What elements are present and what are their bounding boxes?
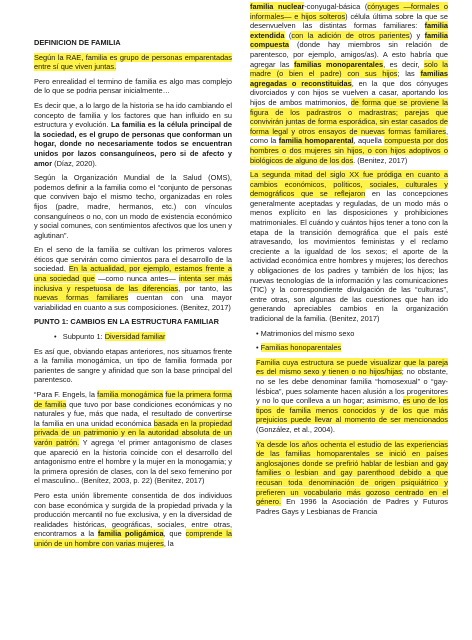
highlight-same-sex-couple: Familia cuya estructura se puede visualizar que la pareja es del mismo sexo y tienen o no hijos/hijas bbox=[256, 357, 448, 377]
subpoint-label: Subpunto 1: bbox=[62, 332, 105, 342]
highlight-private-property: basada en la propiedad privada de un patrimonio y en la autoridad absoluta de un varón patrón. bbox=[34, 418, 232, 447]
bullet-honoparental bbox=[250, 343, 448, 353]
bullet-icon: • bbox=[256, 343, 259, 353]
paragraph-family-types bbox=[250, 2, 448, 165]
bullet-icon: • bbox=[54, 332, 57, 342]
highlight-polygamic-family: familia poligámica bbox=[97, 529, 164, 539]
text-polygamic-a: Pero esta unión libremente consentida de dos individuos con base económica y surgida de la propiedad privada y la producción mercantil no fue exclusiva, y en la diversidad de realidades históricas, geográficas, sociales, entre otras, encontramos a la bbox=[34, 490, 232, 539]
highlight-honoparental: Familias honoparentales bbox=[260, 343, 342, 353]
left-column bbox=[34, 38, 232, 554]
text-values-b: —como nunca antes— bbox=[94, 274, 180, 284]
text-structure-a: ; no obstante, no se les debe denominar familia “homosexual” o “gay-lésbica”, pues solamente hacen alusión a los progenitores y no lo que conlleva a un hogar; asimismo, bbox=[256, 367, 448, 406]
paragraph-history bbox=[34, 101, 232, 168]
text-types-k: . (Benitez, 2017) bbox=[353, 155, 408, 165]
paragraph-eighties bbox=[250, 440, 448, 517]
paragraph-twentieth-century bbox=[250, 170, 448, 324]
highlight-union-man-women: comprende la unión de un hombre con varias mujeres bbox=[34, 529, 232, 548]
text-types-f: , es decir, bbox=[383, 59, 425, 69]
highlight-other-relatives: con la adición de otros parientes bbox=[291, 30, 410, 40]
point-heading: PUNTO 1: CAMBIOS EN LA ESTRUCTURA FAMILIAR bbox=[34, 317, 219, 327]
highlight-new-forms: nuevas formas familiares bbox=[34, 293, 129, 303]
text-values-a: En el seno de la familia se cultivan los primeros valores éticos que servirán como cimientos para el desarrollo de la sociedad. bbox=[34, 245, 232, 274]
highlight-monogamic-family: familia monogámica bbox=[97, 390, 164, 399]
text-types-h: , en la que dos cónyuges divorciados y con hijos se vuelven a casar, aportando los hijos de ambos matrimonios, bbox=[250, 78, 449, 107]
highlight-family-diversity: Diversidad familiar bbox=[104, 332, 166, 342]
highlight-spouses: cónyuges —formales o informales— e hijos solteros bbox=[250, 2, 448, 21]
paragraph-rae-definition bbox=[34, 53, 232, 72]
bullet-label-same-sex: Matrimonios del mismo sexo bbox=[260, 328, 355, 338]
text-values-c: , por tanto, las bbox=[178, 283, 232, 293]
bullet-same-sex bbox=[250, 329, 448, 339]
paragraph-engels bbox=[34, 390, 232, 486]
highlight-rae-definition: Según la RAE, familia es grupo de personas emparentadas entre sí que viven juntas. bbox=[34, 52, 232, 72]
highlight-homoparental: familia homoparental bbox=[278, 136, 354, 146]
paragraph-same-sex-structure bbox=[250, 358, 448, 435]
highlight-single-parent: familias monoparentales bbox=[293, 59, 384, 69]
highlight-composite-family: familia compuesta bbox=[250, 30, 448, 50]
paragraph-values bbox=[34, 245, 232, 312]
paragraph-oms: Según la Organización Mundial de la Salud (OMS), podemos definir a la familia como el “conjunto de personas que conviven bajo el mismo techo, organizadas en roles fijos (padre, madre, hermanos, etc.) con vínculos consanguíneos o no, con un modo de existencia económico y social comunes, con sentimientos afectivos que los unen y aglutinan”. bbox=[34, 173, 232, 240]
text-types-c: ( bbox=[284, 30, 292, 40]
text-engels-a: “Para F. Engels, la bbox=[34, 390, 98, 399]
text-types-b: ) célula última sobre la que se desenvuelven las distintas formas familiares: bbox=[250, 11, 448, 31]
text-century-a: en las concepciones generalmente aceptadas y reguladas, de un modo más o menos explícito en las disposiciones y prohibiciones matrimoniales. El cuándo y cuántos hijos tener a tono con la etapa de la transición demográfica que el país esté atravesando, los movimientos feministas y el reclamo creciente a la igualdad de los sexos; el aporte de la actividad económica entre hombres y mujeres; los derechos y obligaciones de los padres y también de los hijos; las nuevas tecnologías de la información y las comunicaciones (TIC) y la correspondiente divulgación de las “culturas”, entre otras, son algunas de las cuestiones que han ido generando apreciables cambios en la organización tradicional de la familia. (Benitez, 2017) bbox=[250, 189, 448, 323]
highlight-blended-families: familias agregadas o reconstituidas bbox=[250, 69, 448, 88]
paragraph-monogamic: Es así que, obviando etapas anteriores, nos situamos frente a la familia monogámica, un tipo de familia formada por parientes de sangre y afinidad que son la base principal del parentesco. bbox=[34, 346, 232, 385]
highlight-extended-family: familia extendida bbox=[250, 21, 448, 40]
paragraph-polygamic bbox=[34, 491, 232, 549]
highlight-nuclear-family: familia nuclear bbox=[250, 2, 305, 11]
bullet-icon: • bbox=[256, 328, 259, 338]
text-eighties-a: En 1996 la Asociación de Padres y Futuros Padres Gays y Lesbianas de Francia bbox=[256, 497, 448, 516]
text-types-j: , aquella bbox=[353, 136, 385, 146]
text-types-a: -conyugal-básica ( bbox=[304, 2, 368, 11]
highlight-stepparents: de forma que se proviene la figura de los padrastros o madrastras; parejas que convivirán juntas de forma esporádica, sin estar casados de forma legal y otros ensayos de nuevas formas familiares bbox=[250, 97, 448, 136]
text-structure-b: (González, et al., 2004). bbox=[256, 424, 335, 434]
right-column bbox=[250, 2, 448, 521]
highlight-first-form: fue la primera forma de familia bbox=[34, 390, 232, 409]
text-history-a: Es decir que, a lo largo de la historia se ha ido cambiando el concepto de familia y los factores que han influido en su estructura y evolución. bbox=[34, 100, 232, 130]
highlight-since-eighties: Ya desde los años ochenta el estudio de las experiencias de las familias homoparentales se inició en países anglosajones donde se prefirió hablar de lesbian and gay families o lesbian and gay parenthood debido a que recusan toda denominación de origen psiquiátrico y prefieren un vocabulario más gozoso centrado en el género. bbox=[256, 439, 448, 507]
highlight-current-society: En la actualidad, por ejemplo, estamos frente a una sociedad que bbox=[34, 264, 232, 284]
highlight-two-men-women: compuesta por dos hombres o dos mujeres sin hijos, o con hijos adoptivos o biológicos de alguno de los dos bbox=[250, 136, 449, 165]
highlight-only-mother: solo la madre (o bien el padre) con sus hijos bbox=[250, 59, 448, 79]
text-engels-d: Y agrega ‘el primer antagonismo de clases que apareció en la historia coincide con el desarrollo del antagonismo entre el hombre y la mujer en la monogamia; y la primera opresión de clases, con la del sexo femenino por el masculino.. (Benítez, 2003, p. 22) (Benitez, 2017) bbox=[34, 437, 232, 486]
highlight-second-half-century: La segunda mitad del siglo XX fue pródiga en cuanto a cambios económicos, políticos, sociales, culturales y demográficos que se reflejaron bbox=[250, 170, 448, 199]
highlight-inclusive: intenta ser más inclusiva y respetuosa de las diferencias bbox=[34, 274, 232, 293]
text-citation-diaz: (Díaz, 2020). bbox=[52, 158, 97, 168]
text-polygamic-c: , la bbox=[163, 538, 174, 548]
text-types-g: ; las bbox=[397, 69, 421, 79]
text-engels-c: que tuvo por base condiciones económicas y no naturales y fue, más que nada, el resultado de convertirse la familia en una unidad económica bbox=[34, 399, 232, 428]
bold-family-cell: La familia es la célula principal de la sociedad, es el grupo de personas que conforman un hogar, donde no necesariamente todos se encuentran unidos por lazos consanguíneos, pero si de afecto y amor bbox=[34, 120, 233, 168]
text-types-i: , como la bbox=[250, 126, 448, 146]
text-values-d: cuentan con una mayor variabilidad en cuanto a sus composiciones. (Benitez, 2017) bbox=[34, 293, 233, 312]
paragraph-intro: Pero enrealidad el termino de familia es algo mas complejo de lo que se podria pensar inicialmente… bbox=[34, 76, 232, 96]
section-heading: DEFINICION DE FAMILIA bbox=[34, 38, 121, 47]
highlight-least-known: es uno de los tipos de familia menos conocidos y de los que más prejuicios puede llevar al momento de ser mencionados bbox=[256, 396, 448, 425]
text-polygamic-b: , que bbox=[163, 529, 186, 539]
text-types-d: ) y bbox=[409, 30, 425, 40]
text-types-e: (donde hay miembros sin relación de parentesco, por ejemplo, amigos/as). A esto habría que agregar las bbox=[250, 40, 448, 69]
subpoint-item bbox=[34, 332, 232, 342]
